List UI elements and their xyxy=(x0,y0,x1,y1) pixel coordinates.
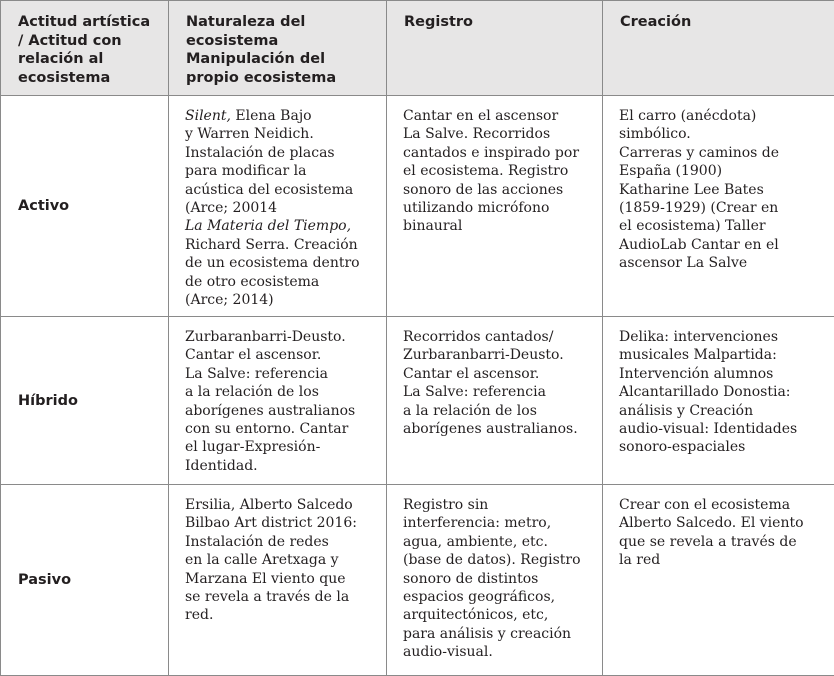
cell-registro: Recorridos cantados/ Zurbaranbarri-Deusto. Cantar el ascensor. La Salve: referencia a la relación de los aborígenes australianos. xyxy=(387,317,603,485)
cell-creacion: Crear con el ecosistema Alberto Salcedo. El viento que se revela a través de la red xyxy=(603,485,834,676)
header-registro: Registro xyxy=(387,1,603,96)
cell-creacion: Delika: intervenciones musicales Malpartida: Intervención alumnos Alcantarillado Donostia: análisis y Creación audio-visual: Identidades sonoro-espaciales xyxy=(603,317,834,485)
cell-text: Elena Bajo y Warren Neidich. Instalación de placas para modificar la acústica del ecosistema (Arce; 20014 xyxy=(185,108,353,216)
row-label: Híbrido xyxy=(1,317,169,485)
row-label: Activo xyxy=(1,96,169,317)
header-naturaleza: Naturaleza del ecosistema Manipulación del propio ecosistema xyxy=(169,1,387,96)
cell-naturaleza xyxy=(169,96,387,317)
row-label: Pasivo xyxy=(1,485,169,676)
header-row xyxy=(1,1,834,96)
table-row xyxy=(1,317,834,485)
header-creacion: Creación xyxy=(603,1,834,96)
cell-naturaleza: Zurbaranbarri-Deusto. Cantar el ascensor. La Salve: referencia a la relación de los aborígenes australianos con su entorno. Cantar el lugar-Expresión- Identidad. xyxy=(169,317,387,485)
cell-text: Richard Serra. Creación de un ecosistema dentro de otro ecosistema (Arce; 2014) xyxy=(185,237,360,308)
cell-creacion: El carro (anécdota) simbólico. Carreras y caminos de España (1900) Katharine Lee Bates (1859-1929) (Crear en el ecosistema) Taller AudioLab Cantar en el ascensor La Salve xyxy=(603,96,834,317)
table-row xyxy=(1,96,834,317)
work-title: Silent, xyxy=(185,108,231,124)
cell-registro: Registro sin interferencia: metro, agua, ambiente, etc. (base de datos). Registro sonoro de distintos espacios geográficos, arquitectónicos, etc, para análisis y creación audio-visual. xyxy=(387,485,603,676)
cell-registro: Cantar en el ascensor La Salve. Recorridos cantados e inspirado por el ecosistema. Registro sonoro de las acciones utilizando micrófono binaural xyxy=(387,96,603,317)
work-title: La Materia del Tiempo, xyxy=(185,218,351,234)
cell-naturaleza: Ersilia, Alberto Salcedo Bilbao Art district 2016: Instalación de redes en la calle Aretxaga y Marzana El viento que se revela a través de la red. xyxy=(169,485,387,676)
table-row xyxy=(1,485,834,676)
header-actitud: Actitud artística / Actitud con relación al ecosistema xyxy=(1,1,169,96)
